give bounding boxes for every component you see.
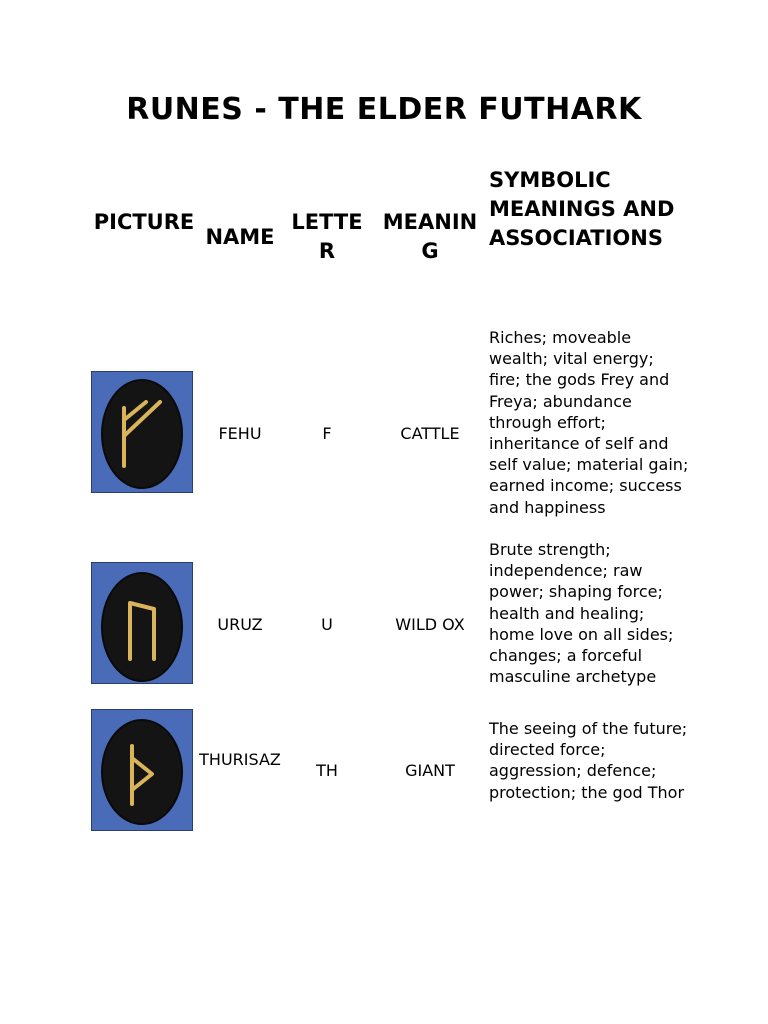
header-letter: LETTER: [291, 210, 363, 263]
rune-name: URUZ: [217, 615, 263, 634]
rune-meaning: GIANT: [405, 761, 455, 780]
header-name: NAME: [205, 225, 275, 249]
header-meaning: MEANING: [382, 210, 478, 263]
rune-name: FEHU: [218, 424, 262, 443]
header-picture: PICTURE: [93, 210, 195, 234]
rune-letter: TH: [316, 761, 338, 780]
header-symbolic-meanings: SYMBOLIC MEANINGS AND ASSOCIATIONS: [489, 168, 675, 250]
rune-symbolic-meanings: Brute strength; independence; raw power; shaping force; health and healing; home love on all sides; changes; a forceful masculine archetype: [489, 540, 674, 687]
rune-name: THURISAZ: [199, 750, 281, 769]
page-title: RUNES - THE ELDER FUTHARK: [126, 92, 642, 127]
rune-symbolic-meanings: Riches; moveable wealth; vital energy; fire; the gods Frey and Freya; abundance through effort; inheritance of self and self value; material gain; earned income; success and happiness: [489, 328, 689, 517]
rune-letter: F: [322, 424, 332, 443]
thurisaz-rune-stone-icon: [91, 709, 193, 831]
fehu-rune-stone-icon: [91, 371, 193, 493]
rune-letter: U: [321, 615, 333, 634]
uruz-rune-stone-icon: [91, 562, 193, 684]
rune-symbolic-meanings: The seeing of the future; directed force; aggression; defence; protection; the god Thor: [489, 719, 688, 802]
rune-meaning: WILD OX: [395, 615, 465, 634]
rune-meaning: CATTLE: [400, 424, 460, 443]
